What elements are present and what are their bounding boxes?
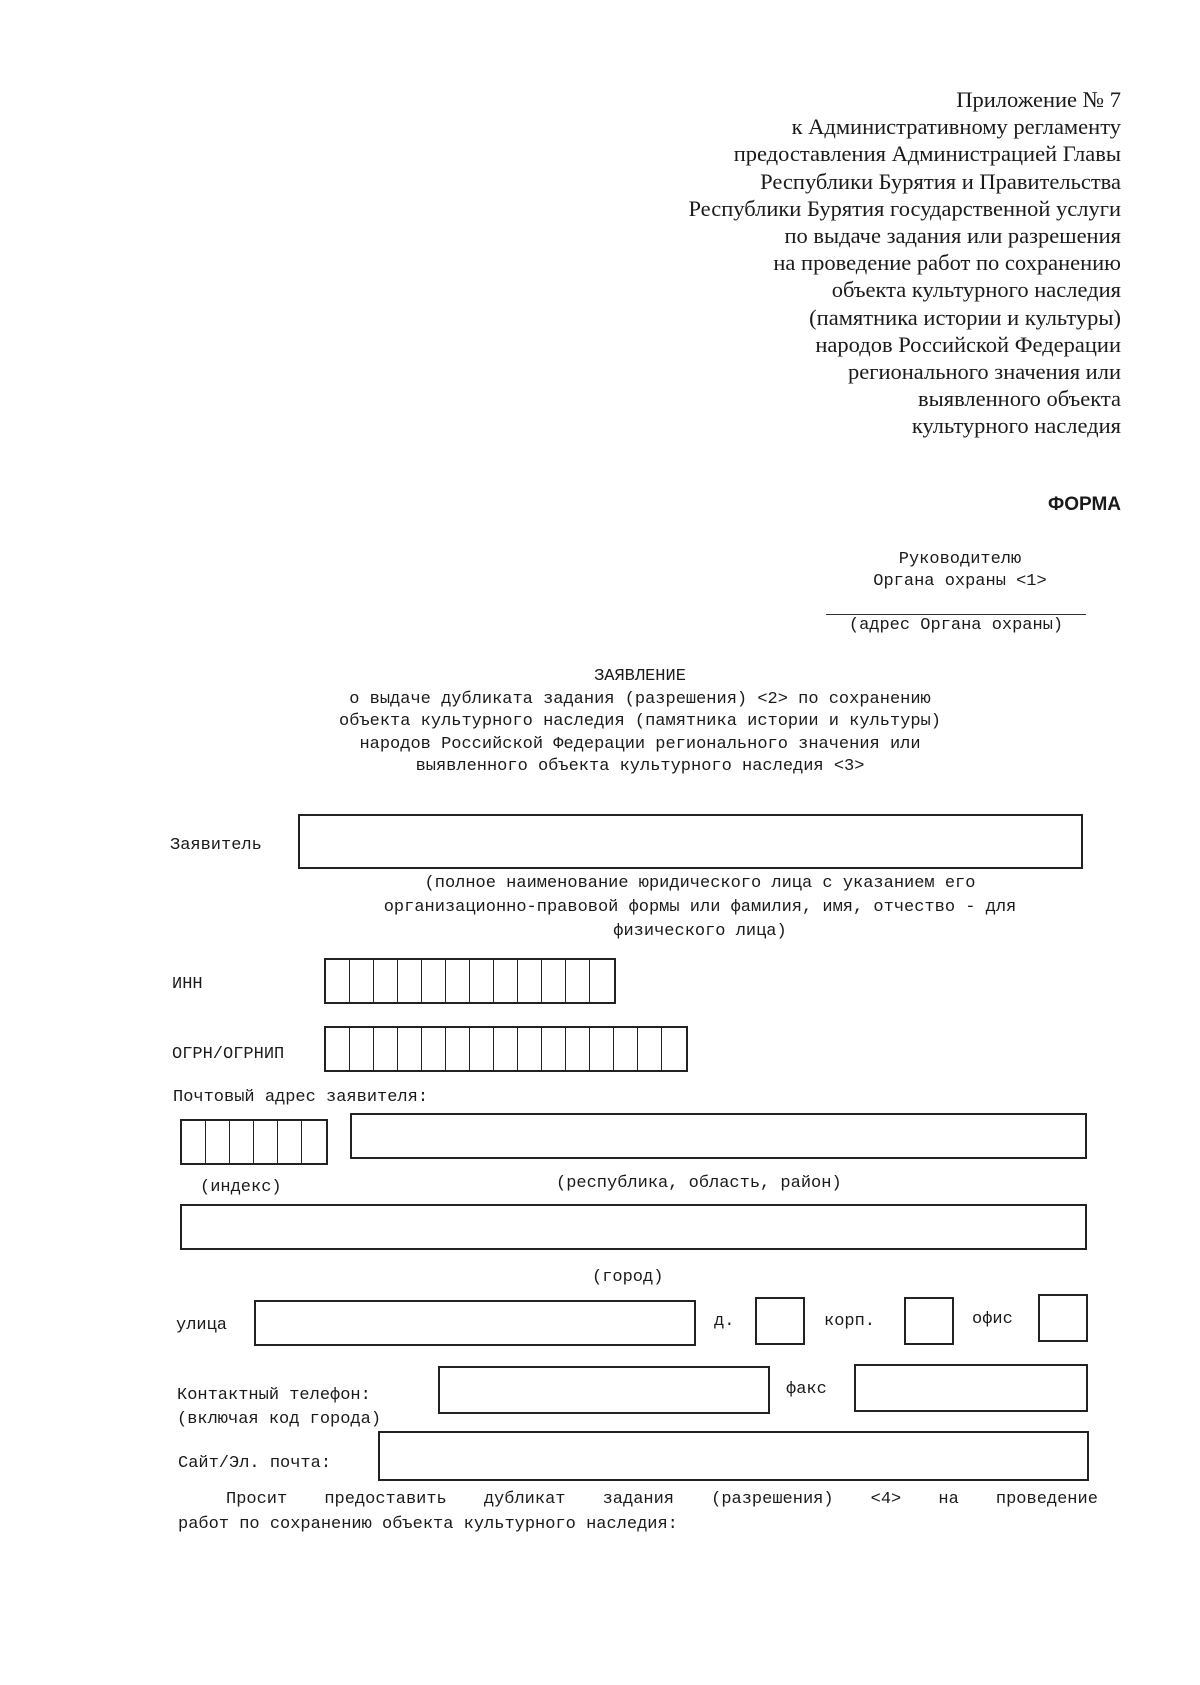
- applicant-caption-line: организационно-правовой формы или фамилия, имя, отчество - для: [383, 898, 1017, 917]
- address-caption: (адрес Органа охраны): [848, 616, 1064, 635]
- digit-cell[interactable]: [422, 960, 446, 1002]
- digit-cell[interactable]: [662, 1028, 686, 1070]
- applicant-caption-line: физического лица): [613, 922, 787, 941]
- digit-cell[interactable]: [446, 1028, 470, 1070]
- digit-cell[interactable]: [470, 1028, 494, 1070]
- request-word: дубликат: [483, 1490, 566, 1509]
- appendix-line: на проведение работ по сохранению: [773, 250, 1121, 276]
- digit-cell[interactable]: [566, 1028, 590, 1070]
- title-line: о выдаче дубликата задания (разрешения) <2> по сохранению: [349, 689, 931, 709]
- request-word: Просит: [226, 1490, 288, 1509]
- title-line: народов Российской Федерации регионального значения или: [359, 734, 921, 754]
- digit-cell[interactable]: [422, 1028, 446, 1070]
- digit-cell[interactable]: [518, 1028, 542, 1070]
- digit-cell[interactable]: [518, 960, 542, 1002]
- region-field[interactable]: [350, 1113, 1087, 1159]
- appendix-line: объекта культурного наследия: [831, 277, 1121, 303]
- request-paragraph: [178, 1487, 1098, 1537]
- request-word: <4>: [870, 1490, 902, 1509]
- appendix-line: к Административному регламенту: [791, 114, 1121, 140]
- appendix-line: Приложение № 7: [956, 87, 1121, 112]
- digit-cell[interactable]: [350, 1028, 374, 1070]
- digit-cell[interactable]: [230, 1121, 254, 1163]
- digit-cell[interactable]: [638, 1028, 662, 1070]
- appendix-line: регионального значения или: [848, 359, 1121, 385]
- street-label: улица: [176, 1316, 228, 1335]
- house-label: д.: [714, 1312, 735, 1331]
- phone-label-line: Контактный телефон:: [177, 1386, 371, 1405]
- office-label: офис: [972, 1310, 1013, 1329]
- appendix-line: предоставления Администрацией Главы: [733, 141, 1121, 167]
- request-word: предоставить: [324, 1490, 447, 1509]
- title-line: выявленного объекта культурного наследия <3>: [415, 757, 865, 776]
- digit-cell[interactable]: [182, 1121, 206, 1163]
- digit-cell[interactable]: [374, 960, 398, 1002]
- site-label: Сайт/Эл. почта:: [178, 1454, 332, 1473]
- addressee: [820, 549, 1100, 593]
- city-field[interactable]: [180, 1204, 1087, 1250]
- title-heading: ЗАЯВЛЕНИЕ: [594, 667, 686, 686]
- digit-cell[interactable]: [542, 960, 566, 1002]
- index-caption: (индекс): [200, 1178, 282, 1197]
- digit-cell[interactable]: [206, 1121, 230, 1163]
- digit-cell[interactable]: [398, 1028, 422, 1070]
- request-word: проведение: [995, 1490, 1098, 1509]
- digit-cell[interactable]: [278, 1121, 302, 1163]
- city-caption: (город): [592, 1268, 664, 1287]
- addressee-line1: Руководителю: [898, 550, 1022, 569]
- digit-cell[interactable]: [590, 1028, 614, 1070]
- digit-cell[interactable]: [326, 960, 350, 1002]
- building-field[interactable]: [904, 1297, 954, 1345]
- inn-field[interactable]: [324, 958, 616, 1004]
- address-underline: [826, 614, 1086, 615]
- digit-cell[interactable]: [590, 960, 614, 1002]
- request-line2: работ по сохранению объекта культурного наследия:: [178, 1515, 678, 1534]
- digit-cell[interactable]: [494, 960, 518, 1002]
- request-word: на: [938, 1490, 959, 1509]
- request-line1: [178, 1487, 1098, 1512]
- appendix-line: выявленного объекта: [918, 386, 1121, 412]
- applicant-caption: [300, 872, 1100, 944]
- digit-cell[interactable]: [470, 960, 494, 1002]
- site-field[interactable]: [378, 1431, 1089, 1481]
- fax-field[interactable]: [854, 1364, 1088, 1412]
- postal-index-field[interactable]: [180, 1119, 328, 1165]
- building-label: корп.: [824, 1312, 876, 1331]
- document-title: [240, 666, 1040, 779]
- request-word: задания: [602, 1490, 675, 1509]
- appendix-line: Республики Бурятия государственной услуги: [688, 195, 1121, 221]
- addressee-line2: Органа охраны <1>: [873, 572, 1047, 591]
- postal-label: Почтовый адрес заявителя:: [173, 1088, 429, 1107]
- appendix-header: [561, 86, 1121, 440]
- digit-cell[interactable]: [350, 960, 374, 1002]
- digit-cell[interactable]: [614, 1028, 638, 1070]
- appendix-line: (памятника истории и культуры): [809, 304, 1121, 330]
- applicant-label: Заявитель: [170, 836, 262, 855]
- digit-cell[interactable]: [446, 960, 470, 1002]
- phone-label-line: (включая код города): [177, 1410, 382, 1429]
- appendix-line: культурного наследия: [911, 413, 1121, 439]
- region-caption: (республика, область, район): [556, 1174, 842, 1193]
- phone-field[interactable]: [438, 1366, 770, 1414]
- digit-cell[interactable]: [374, 1028, 398, 1070]
- digit-cell[interactable]: [566, 960, 590, 1002]
- applicant-field[interactable]: [298, 814, 1083, 869]
- appendix-line: народов Российской Федерации: [815, 331, 1121, 357]
- house-field[interactable]: [755, 1297, 805, 1345]
- office-field[interactable]: [1038, 1294, 1088, 1342]
- form-label: ФОРМА: [1048, 494, 1121, 515]
- digit-cell[interactable]: [254, 1121, 278, 1163]
- digit-cell[interactable]: [326, 1028, 350, 1070]
- appendix-line: Республики Бурятия и Правительства: [760, 168, 1121, 194]
- ogrn-label: ОГРН/ОГРНИП: [172, 1045, 285, 1064]
- applicant-caption-line: (полное наименование юридического лица с указанием его: [424, 874, 976, 893]
- digit-cell[interactable]: [494, 1028, 518, 1070]
- digit-cell[interactable]: [542, 1028, 566, 1070]
- title-line: объекта культурного наследия (памятника истории и культуры): [339, 712, 941, 731]
- fax-label: факс: [786, 1380, 827, 1399]
- inn-label: ИНН: [172, 975, 203, 994]
- appendix-line: по выдаче задания или разрешения: [784, 223, 1121, 249]
- street-field[interactable]: [254, 1300, 696, 1346]
- phone-label: [177, 1384, 381, 1432]
- digit-cell[interactable]: [302, 1121, 326, 1163]
- request-word: (разрешения): [711, 1490, 834, 1509]
- ogrn-field[interactable]: [324, 1026, 688, 1072]
- digit-cell[interactable]: [398, 960, 422, 1002]
